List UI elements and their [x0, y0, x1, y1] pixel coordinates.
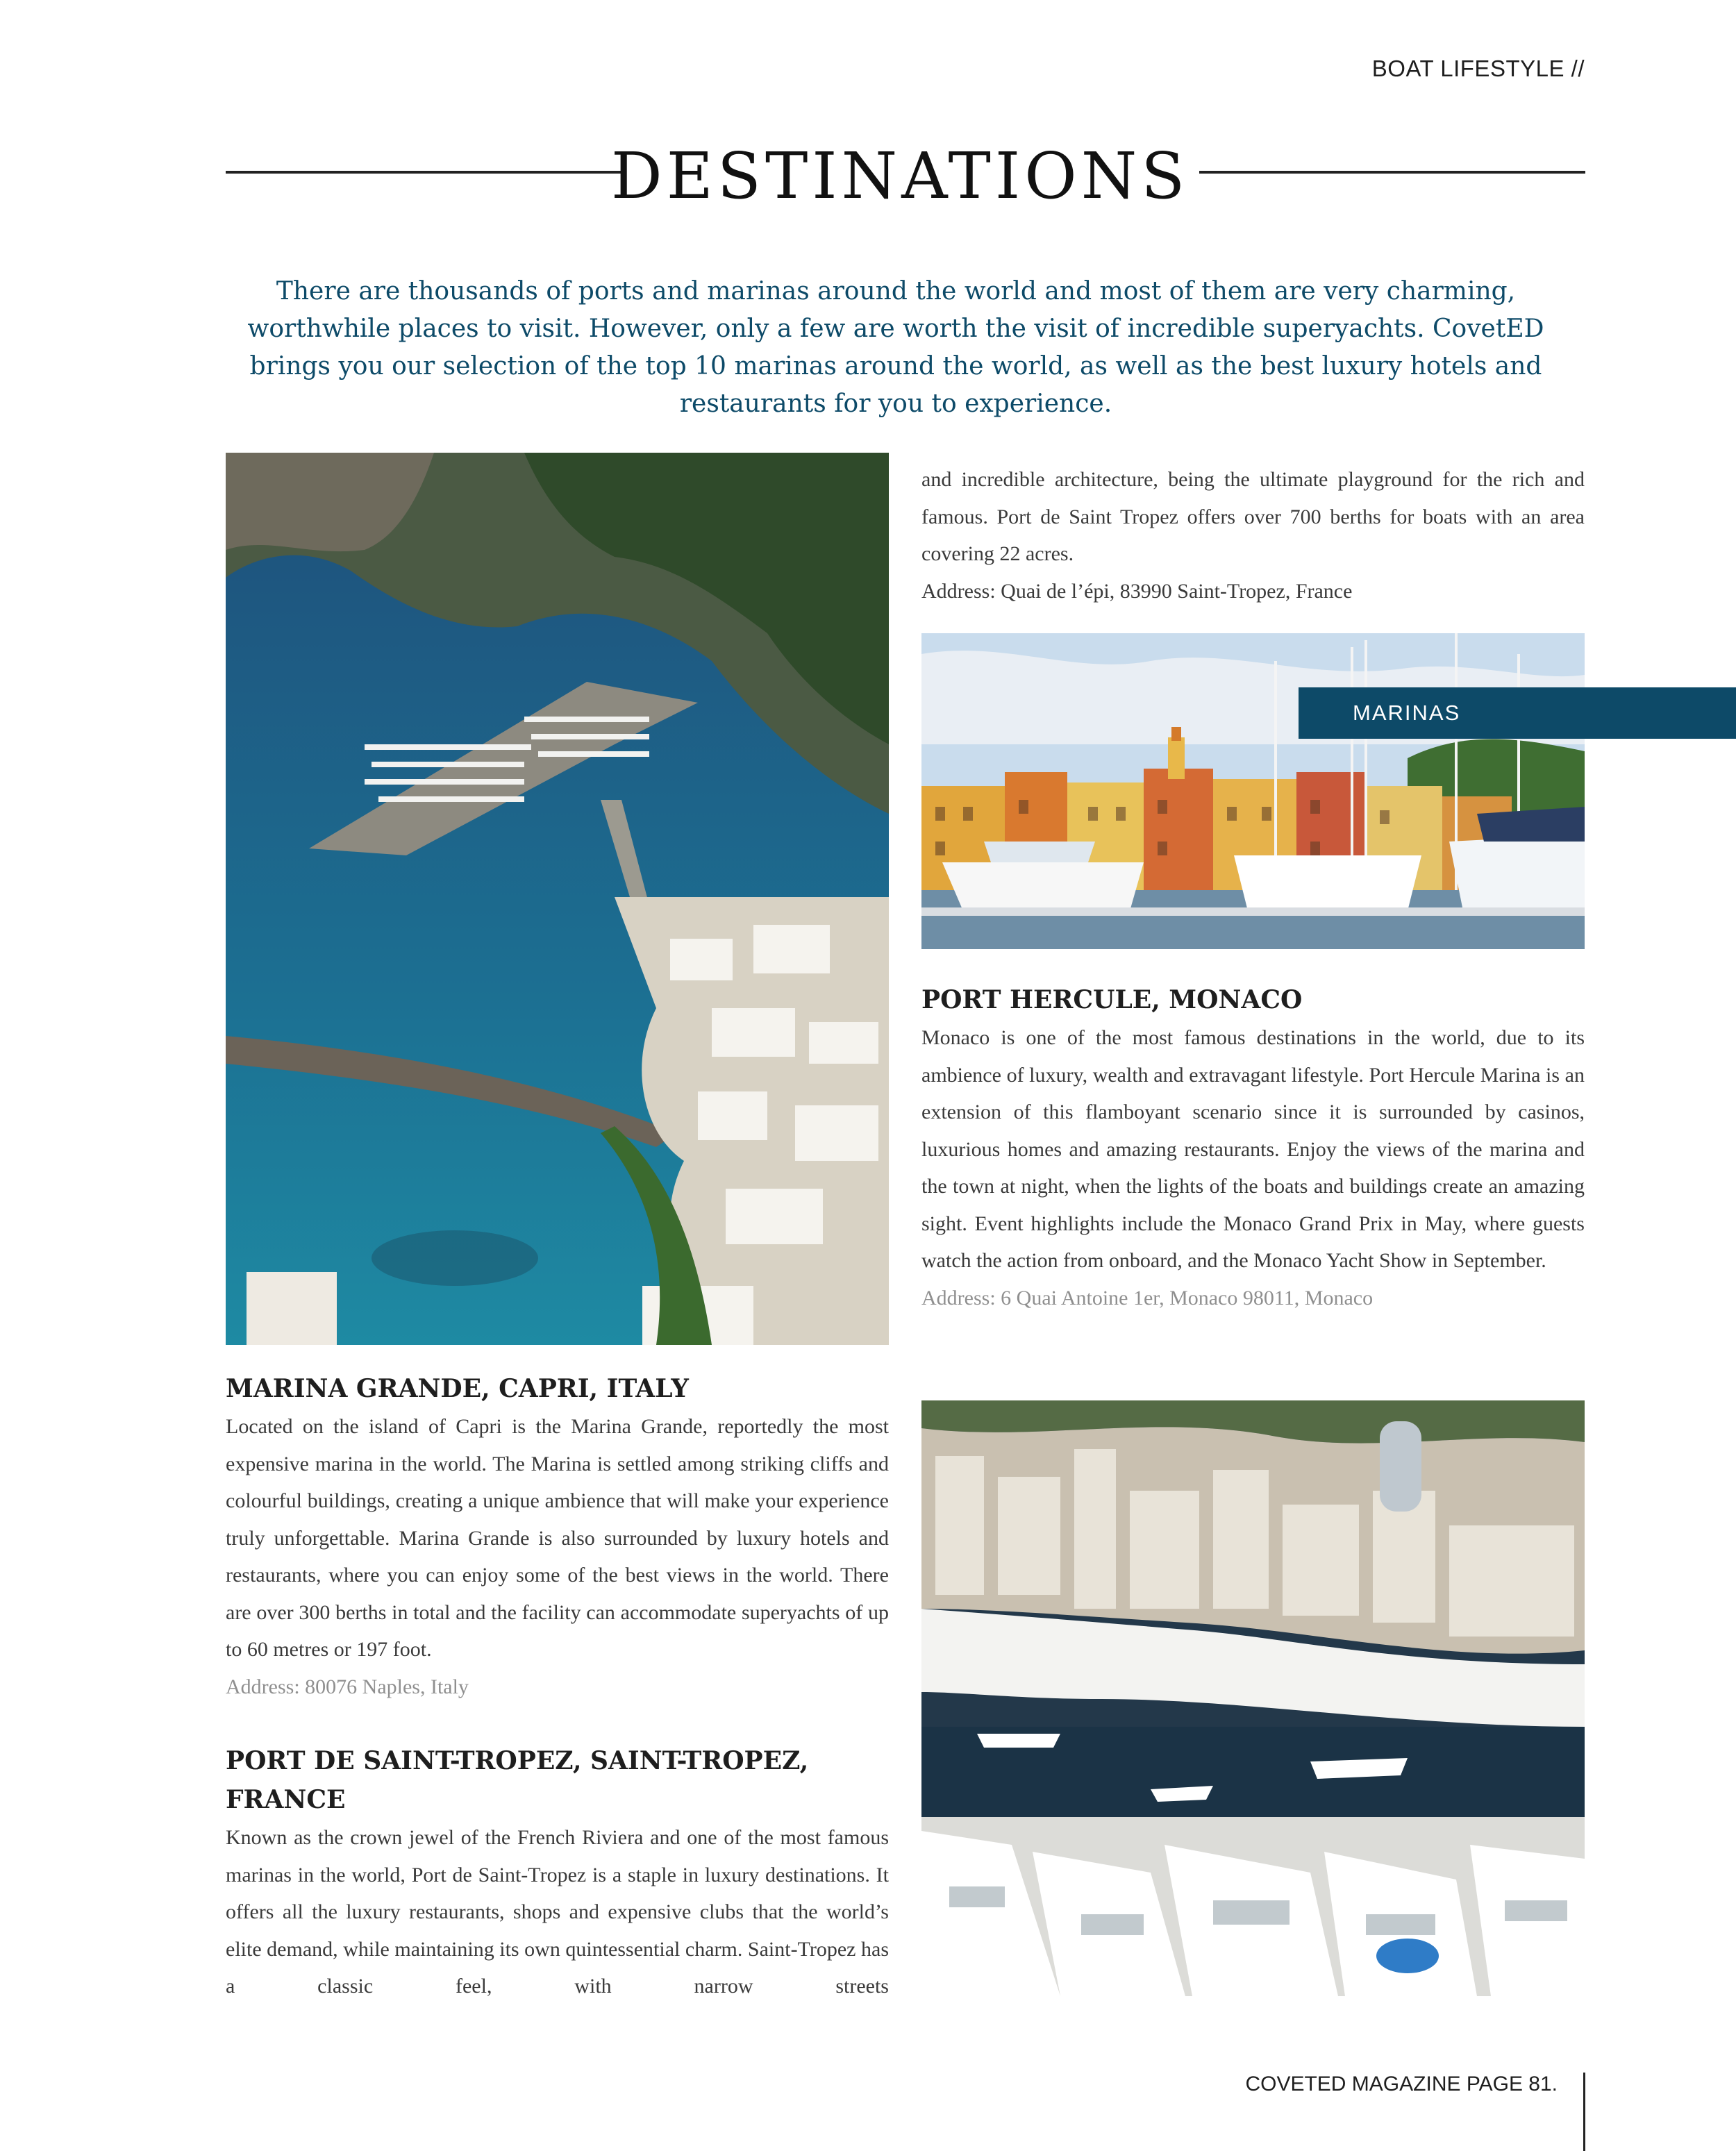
footer-divider	[1583, 2073, 1585, 2151]
page-title: DESTINATIONS	[611, 139, 1190, 213]
capri-article	[226, 1369, 889, 1705]
saint-tropez-body	[226, 1819, 889, 2005]
monaco-photo-illustration	[921, 1400, 1585, 1996]
category-tag: MARINAS	[1299, 687, 1736, 739]
capri-marina-photo	[226, 453, 889, 1345]
capri-address: Address: 80076 Naples, Italy	[226, 1675, 469, 1698]
saint-tropez-heading-line1: PORT DE SAINT-TROPEZ, SAINT-TROPEZ,	[226, 1746, 809, 1775]
title-rule-left	[226, 171, 623, 174]
capri-heading: MARINA GRANDE, CAPRI, ITALY	[226, 1374, 689, 1403]
monaco-body	[921, 1019, 1585, 1316]
saint-tropez-article	[226, 1741, 889, 2005]
saint-tropez-continued	[921, 461, 1585, 610]
title-rule-right	[1199, 171, 1585, 174]
capri-body-text: Located on the island of Capri is the Marina Grande, reportedly the most expensive marina in the world. The Marina is settled among striking cliffs and colourful buildings, creating a unique ambience that will make your experience truly unforgettable. Marina Grande is also surrounded by luxury hotels and restaurants, where you can enjoy some of the best views in the world. There are over 300 berths in total and the facility can accommodate superyachts of up to 60 metres or 197 foot.	[226, 1415, 889, 1661]
saint-tropez-address: Address: Quai de l’épi, 83990 Saint-Tropez, France	[921, 579, 1353, 603]
saint-tropez-heading-line2: FRANCE	[226, 1785, 346, 1814]
monaco-address: Address: 6 Quai Antoine 1er, Monaco 98011, Monaco	[921, 1286, 1374, 1309]
monaco-harbour-photo	[921, 1400, 1585, 1996]
capri-body	[226, 1408, 889, 1705]
saint-tropez-photo-illustration	[921, 633, 1585, 949]
page-footer: COVETED MAGAZINE PAGE 81.	[1245, 2073, 1558, 2095]
monaco-article	[921, 980, 1585, 1316]
saint-tropez-body-part1: Known as the crown jewel of the French Riviera and one of the most famous marinas in the world, Port de Saint-Tropez is a staple in luxury destinations. It offers all the luxury restaurants, shops and expensive clubs that the world’s elite demand, while maintaining its own quintessential charm. Saint-Tropez has a classic feel, with narrow streets	[226, 1826, 889, 1998]
capri-photo-illustration	[226, 453, 889, 1345]
monaco-body-text: Monaco is one of the most famous destinations in the world, due to its ambience of luxury, wealth and extravagant lifestyle. Port Hercule Marina is an extension of this flamboyant scenario since it is surrounded by casinos, luxurious homes and amazing restaurants. Enjoy the views of the marina and the town at night, when the lights of the boats and buildings create an amazing sight. Event highlights include the Monaco Grand Prix in May, where guests watch the action from onboard, and the Monaco Yacht Show in September.	[921, 1026, 1585, 1272]
intro-paragraph: There are thousands of ports and marinas around the world and most of them are very charming, worthwhile places to visit. However, only a few are worth the visit of incredible superyachts. CovetED brings you our selection of the top 10 marinas around the world, as well as the best luxury hotels and restaurants for you to experience.	[247, 277, 1544, 418]
saint-tropez-body-part2: and incredible architecture, being the ultimate playground for the rich and famous. Port de Saint Tropez offers over 700 berths for boats with an area covering 22 acres.	[921, 468, 1585, 565]
section-label: BOAT LIFESTYLE //	[1371, 56, 1585, 81]
saint-tropez-harbour-photo	[921, 633, 1585, 949]
monaco-heading: PORT HERCULE, MONACO	[921, 985, 1303, 1014]
